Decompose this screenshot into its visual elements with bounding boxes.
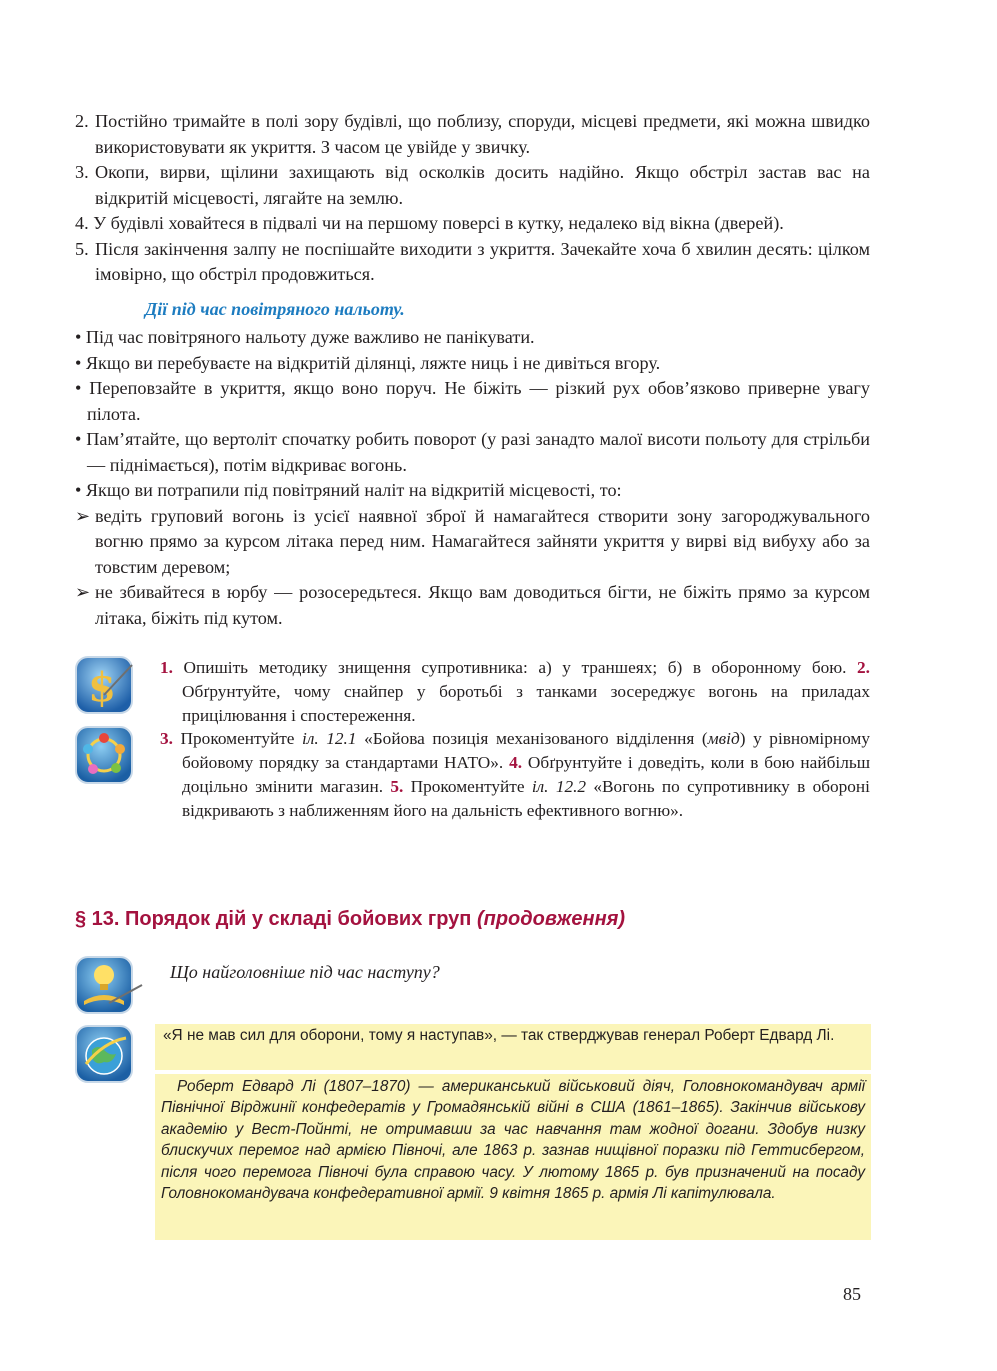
biography-box: Роберт Едвард Лі (1807–1870) — американський військовий діяч, Головнокомандувач армії Північної Вірджинії конфедератів у Громадянській війні в США (1861–1865). Закінчив військову академію у Вест-Пойнті, не отримавши за час навчання там жодної догани. Здобув низку блискучих перемог над армією Півночі, але 1863 р. зазнав нищівної поразки під Геттисбергом, після чого перемога Півночі була справою часу. У лютому 1865 р. був призначений на посаду Головнокомандувача конфедеративної армії. 9 квітня 1865 р. армія Лі капітулювала.	[155, 1074, 871, 1240]
dollar-sign-icon	[74, 655, 138, 719]
arrow-item: ➢ ведіть груповий вогонь із усієї наявної зброї й намагайтеся створити зону загороджувального вогню прямо за курсом літака перед ним. Намагайтеся зайняти укриття у вирві від вибуху або за товстим деревом;	[75, 505, 870, 577]
bullet-item: • Під час повітряного нальоту дуже важливо не панікувати.	[75, 327, 535, 347]
bullet-item: • Якщо ви перебуваєте на відкритій ділянці, ляжте ниць і не дивіться вгору.	[75, 352, 661, 373]
air-raid-heading: Дії під час повітряного нальоту.	[145, 299, 405, 319]
page-number: 85	[843, 1284, 861, 1304]
numbered-list	[75, 109, 870, 288]
list-item: 5. Після закінчення залпу не поспішайте виходити з укриття. Зачекайте хоча б хвилин десять: цілком імовірно, що обстріл продовжиться.	[75, 238, 870, 284]
svg-text:$: $	[88, 664, 116, 711]
question-group-b: 3. Прокоментуйте іл. 12.1 «Бойова позиція механізованого відділення (мвід) у рівномірному бойовому порядку за стандартами НАТО». 4. Обґрунтуйте і доведіть, коли в бою найбільш доцільно змінити магазин. 5. Прокоментуйте іл. 12.2 «Вогонь по супротивнику в обороні відкривають з наближенням його на дальність ефективного вогню».	[160, 729, 871, 820]
bullet-item: • Переповзайте в укриття, якщо воно поруч. Не біжіть — різкий рух обов’язково приверне увагу пілота.	[75, 378, 870, 424]
list-item: 4. У будівлі ховайтеся в підвалі чи на першому поверсі в кутку, недалеко від вікна (дверей).	[75, 213, 784, 233]
lightbulb-book-icon	[74, 955, 138, 1019]
list-item: 3. Окопи, вирви, щілини захищають від осколків досить надійно. Якщо обстріл застав вас на відкритій місцевості, лягайте на землю.	[75, 162, 870, 208]
key-question: Що найголовніше під час наступу?	[170, 962, 440, 982]
bullet-list	[75, 325, 870, 631]
question-group-a: 1. Опишіть методику знищення супротивника: а) у траншеях; б) в оборонному бою. 2. Обґрунтуйте, чому снайпер у боротьбі з танками зосереджує вогонь на приладах прицілювання і спостереження.	[160, 658, 870, 725]
group-circle-icon	[74, 725, 138, 789]
quote-box: «Я не мав сил для оборони, тому я наступав», — так стверджував генерал Роберт Едвард Лі.	[155, 1024, 871, 1070]
globe-icon	[74, 1024, 138, 1088]
arrow-item: ➢ не збивайтеся в юрбу — розосередьтеся. Якщо вам доводиться бігти, не біжіть прямо за курсом літака, біжіть під кутом.	[75, 582, 870, 628]
bullet-item: • Пам’ятайте, що вертоліт спочатку робить поворот (у разі занадто малої висоти польоту для стрільби — піднімається), потім відкриває вогонь.	[75, 429, 870, 475]
bullet-item: • Якщо ви потрапили під повітряний наліт на відкритій місцевості, то:	[75, 480, 622, 500]
review-questions	[160, 656, 870, 823]
list-item: 2. Постійно тримайте в полі зору будівлі, що поблизу, споруди, місцеві предмети, які можна швидко використовувати як укриття. З часом це увійде у звичку.	[75, 111, 870, 157]
section-title: § 13. Порядок дій у складі бойових груп (продовження)	[75, 908, 626, 930]
